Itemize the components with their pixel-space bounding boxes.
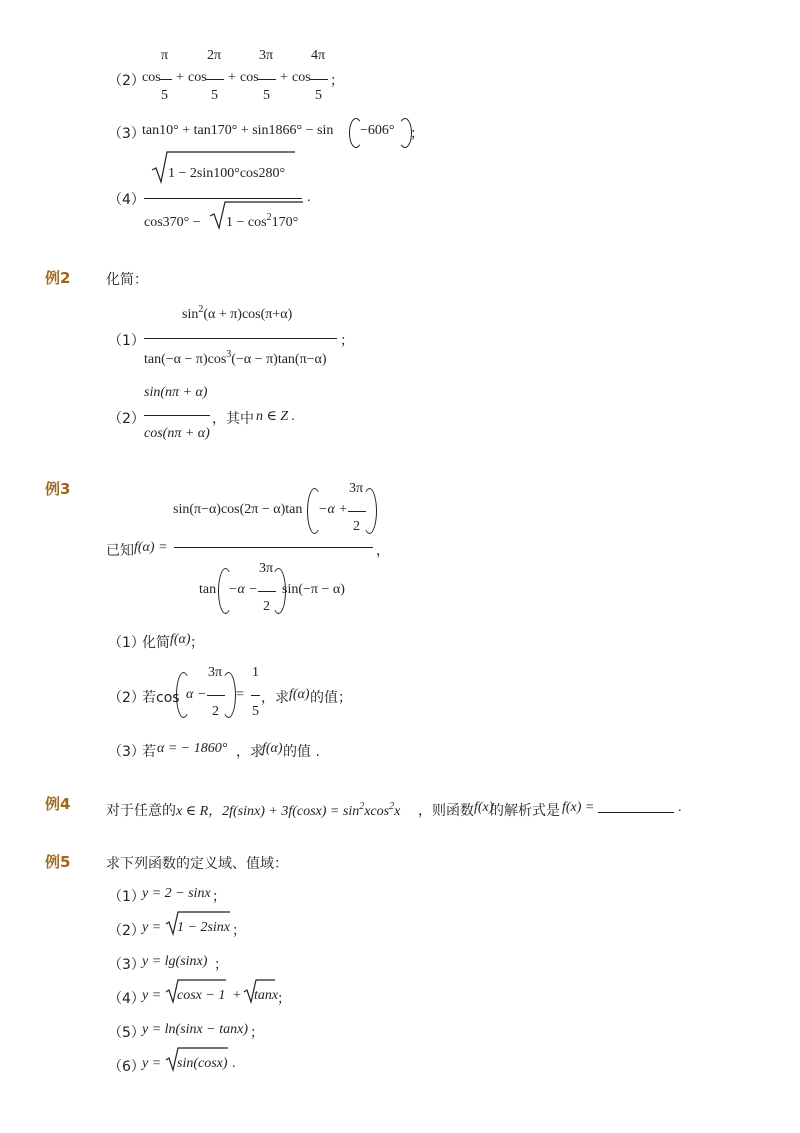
- numerator-main: sin(π−α)cos(2π − α)tan: [173, 502, 303, 517]
- item-pre: 若cos: [142, 690, 180, 706]
- equals-sign: =: [236, 687, 244, 702]
- radicand: 1 − 2sinx: [177, 920, 230, 935]
- function-ref: f(α): [170, 632, 191, 647]
- fraction-numerator: 3π: [208, 665, 223, 680]
- item-number: （3）: [108, 957, 145, 973]
- item-number: （2）: [108, 411, 145, 427]
- fraction-bar: [144, 198, 302, 199]
- period: .: [232, 1056, 236, 1071]
- fraction-bar: [258, 79, 276, 80]
- function-ref: f(α): [289, 687, 310, 702]
- semicolon: ；: [250, 1025, 264, 1041]
- item-number: （2）: [108, 690, 145, 706]
- item-number: （1）: [108, 889, 145, 905]
- example-title: 化简：: [106, 272, 148, 288]
- radicand: cosx − 1: [177, 988, 226, 1003]
- function-expr: y = ln(sinx − tanx): [142, 1022, 248, 1037]
- denominator-radicand: $1 - \cos^2170^\circ$: [226, 212, 299, 230]
- answer-blank[interactable]: [598, 800, 674, 818]
- function-expr: y =: [142, 988, 162, 1003]
- expression: tan10° + tan170° + sin1866° − sin: [142, 123, 334, 138]
- item-number: （5）: [108, 1025, 145, 1041]
- semicolon: ；: [214, 957, 228, 973]
- item-tail: 的值；: [310, 690, 352, 706]
- semicolon: ；: [190, 635, 204, 651]
- fraction-denominator: 2: [353, 519, 360, 534]
- fraction-bar: [310, 79, 328, 80]
- semicolon: ；: [212, 889, 226, 905]
- given-text: 已知: [106, 543, 134, 559]
- plus-sign: +: [233, 988, 241, 1003]
- numerator: 2π: [207, 48, 222, 63]
- cos-text: cos: [292, 70, 311, 85]
- example-label: 例2: [45, 269, 71, 287]
- item-number: （4）: [108, 991, 145, 1007]
- fraction-bar: [144, 415, 210, 416]
- numerator: sin(nπ + α): [144, 385, 208, 400]
- value-numerator: 1: [252, 665, 259, 680]
- item-number: （3）: [108, 126, 145, 142]
- right-paren: [221, 672, 236, 718]
- semicolon: ；: [277, 991, 291, 1007]
- denominator: 5: [315, 88, 322, 103]
- function-expr: y = 2 − sinx: [142, 886, 211, 901]
- example-label: 例3: [45, 480, 71, 498]
- intro-text: 对于任意的: [106, 803, 176, 819]
- then-text: ，则函数: [418, 803, 474, 819]
- radicand: sin(cosx): [177, 1056, 228, 1071]
- fraction-numerator: 3π: [259, 561, 274, 576]
- radicand: tanx: [254, 988, 279, 1003]
- semicolon: ；: [340, 333, 354, 349]
- item-number: （6）: [108, 1059, 145, 1075]
- fraction-bar: [160, 79, 172, 80]
- period: .: [307, 190, 311, 205]
- denominator-left: cos370° −: [144, 215, 201, 230]
- paren-inner: −606°: [360, 123, 395, 138]
- item-number: （3）: [108, 744, 145, 760]
- form-text: 的解析式是: [490, 803, 560, 819]
- value-denominator: 5: [252, 704, 259, 719]
- function-expr: y = lg(sinx): [142, 954, 208, 969]
- item-tail: 的值 .: [283, 744, 320, 760]
- numerator: π: [161, 48, 169, 63]
- equation: x ∈ R，$2f(\sin x) + 3f(\cos x) = \sin^2xcos^2x$: [176, 801, 401, 819]
- item-text: ，求: [236, 744, 264, 760]
- denominator: 5: [211, 88, 218, 103]
- denominator: 5: [161, 88, 168, 103]
- semicolon: ；: [232, 923, 246, 939]
- item-pre: 若: [142, 744, 156, 760]
- function-name: f(α) =: [134, 540, 168, 555]
- item-number: （1）: [108, 333, 145, 349]
- example-label: 例5: [45, 853, 71, 871]
- item-number: （2）: [108, 923, 145, 939]
- function-ref: f(x): [474, 800, 494, 815]
- paren-inner: −α −: [228, 582, 258, 597]
- function-expr: y =: [142, 920, 162, 935]
- comma: ，: [376, 543, 390, 559]
- denominator: cos(nπ + α): [144, 426, 210, 441]
- item-number: （4）: [108, 192, 145, 208]
- cos-text: cos: [142, 70, 161, 85]
- period: .: [678, 800, 682, 815]
- numerator: $\sin^2(\alpha + \pi)\cos(\pi+\alpha)$: [182, 304, 293, 322]
- example-title: 求下列函数的定义域、值域：: [106, 856, 288, 872]
- function-ref: f(x) =: [562, 800, 595, 815]
- cos-text: cos: [240, 70, 259, 85]
- condition-text: ，其中: [212, 411, 254, 427]
- denominator: 5: [263, 88, 270, 103]
- function-ref: f(α): [262, 741, 283, 756]
- paren-inner: −α +: [318, 502, 348, 517]
- item-text: ，求: [261, 690, 289, 706]
- fraction-denominator: 2: [263, 599, 270, 614]
- right-paren: [362, 488, 377, 534]
- item-number: （2）: [108, 73, 145, 89]
- condition: n ∈ Z .: [256, 409, 296, 424]
- plus-sign: +: [228, 70, 236, 85]
- numerator-radicand: 1 − 2sin100°cos280°: [168, 166, 286, 181]
- function-expr: y =: [142, 1056, 162, 1071]
- item-number: （1）: [108, 635, 145, 651]
- condition: α = − 1860°: [157, 741, 228, 756]
- fraction-denominator: 2: [212, 704, 219, 719]
- item-text: 化简: [142, 635, 170, 651]
- numerator: 4π: [311, 48, 326, 63]
- fraction-bar: [251, 695, 260, 696]
- fraction-bar: [206, 79, 224, 80]
- example-label: 例4: [45, 795, 71, 813]
- semicolon: ；: [410, 126, 424, 142]
- plus-sign: +: [280, 70, 288, 85]
- semicolon: ；: [330, 73, 344, 89]
- fraction-bar: [144, 338, 337, 339]
- cos-text: cos: [188, 70, 207, 85]
- main-fraction-bar: [174, 547, 373, 548]
- plus-sign: +: [176, 70, 184, 85]
- fraction-numerator: 3π: [349, 481, 364, 496]
- denominator-sin: sin(−π − α): [282, 582, 345, 597]
- paren-inner: α −: [186, 687, 207, 702]
- denominator: $\tan(-\alpha - \pi)\cos^3(-\alpha - \pi)\tan(\pi-\alpha)$: [144, 349, 327, 367]
- denominator-tan: tan: [199, 582, 217, 597]
- numerator: 3π: [259, 48, 274, 63]
